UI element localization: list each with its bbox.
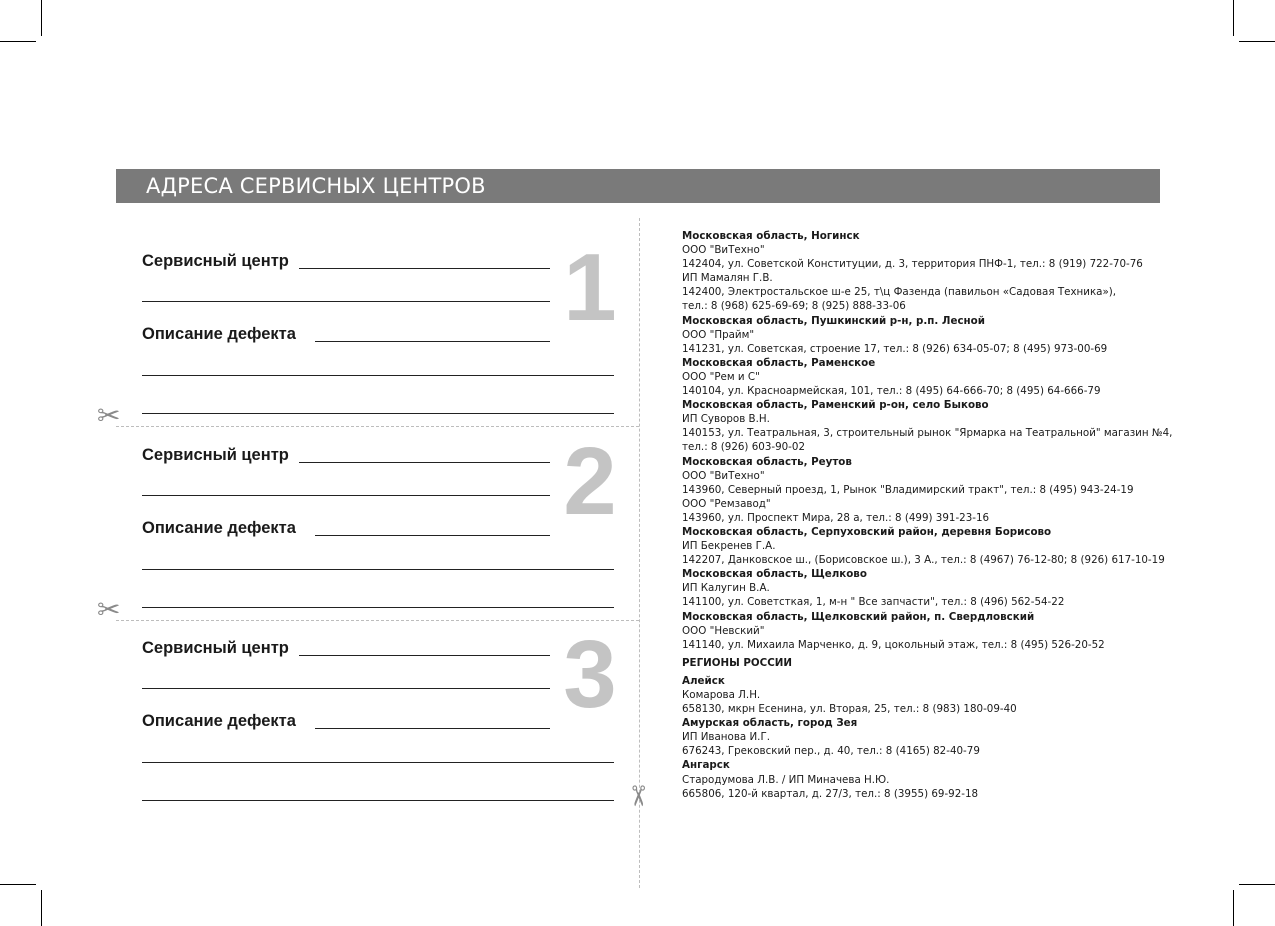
crop-mark-bottom-left-v [41,890,42,926]
region-heading: Московская область, Раменское [682,356,876,369]
address-line: 141140, ул. Михаила Марченко, д. 9, цокольный этаж, тел.: 8 (495) 526-20-52 [682,638,1105,651]
address-line: 143960, ул. Проспект Мира, 28 а, тел.: 8 (499) 391-23-16 [682,511,990,524]
company-name: ИП Калугин В.А. [682,582,770,595]
company-name: ООО "ВиТехно" [682,244,765,257]
address-line: 140104, ул. Красноармейская, 101, тел.: 8 (495) 64-666-70; 8 (495) 64-666-79 [682,385,1101,398]
defect-description-label: Описание дефекта [142,519,296,537]
region-heading: Московская область, Щелково [682,568,867,581]
service-center-field-line-2[interactable] [142,688,550,689]
crop-mark-top-left-v [41,0,42,36]
address-line: тел.: 8 (926) 603-90-02 [682,441,806,454]
service-center-label: Сервисный центр [142,446,289,464]
address-line: 142400, Электростальское ш-е 25, т\ц Фазенда (павильон «Садовая Техника»), [682,286,1117,299]
address-line: 141231, ул. Советская, строение 17, тел.: 8 (926) 634-05-07; 8 (495) 973-00-69 [682,342,1108,355]
defect-description-label: Описание дефекта [142,712,296,730]
region-heading: Московская область, Пушкинский р-н, р.п. Лесной [682,314,985,327]
defect-description-line-3[interactable] [142,607,614,608]
company-name: ИП Иванова И.Г. [682,731,771,744]
defect-description-label: Описание дефекта [142,325,296,343]
region-heading: Московская область, Серпуховский район, деревня Борисово [682,525,1052,538]
card-number: 3 [563,621,617,728]
service-card-2 [0,428,639,628]
service-center-label: Сервисный центр [142,252,289,270]
crop-mark-bottom-left-h [0,884,36,885]
region-heading: Московская область, Реутов [682,455,852,468]
defect-description-line-2[interactable] [142,762,614,763]
company-name: ИП Мамалян Г.В. [682,272,773,285]
crop-mark-bottom-right-h [1239,884,1275,885]
address-line: 140153, ул. Театральная, 3, строительный рынок "Ярмарка на Театральной" магазин №4, [682,427,1173,440]
address-line: 142207, Данковское ш., (Борисовское ш.), 3 А., тел.: 8 (4967) 76-12-80; 8 (926) 617-10-19 [682,554,1165,567]
address-line: тел.: 8 (968) 625-69-69; 8 (925) 888-33-06 [682,300,906,313]
city-heading: Амурская область, город Зея [682,717,858,730]
service-center-field-line-2[interactable] [142,301,550,302]
crop-mark-top-right-h [1239,41,1275,42]
scissors-icon: ✂ [97,593,121,626]
company-name: ООО "ВиТехно" [682,469,765,482]
company-name: ИП Бекренев Г.А. [682,540,776,553]
defect-description-line-2[interactable] [142,569,614,570]
region-heading: Московская область, Щелковский район, п. Свердловский [682,610,1035,623]
service-center-field[interactable] [299,268,550,269]
company-name: Комарова Л.Н. [682,689,761,701]
address-line: 658130, мкрн Есенина, ул. Вторая, 25, тел.: 8 (983) 180-09-40 [682,703,1017,716]
crop-mark-bottom-right-v [1233,890,1234,926]
company-name: ООО "Невский" [682,624,765,637]
address-line: 676243, Грековский пер., д. 40, тел.: 8 (4165) 82-40-79 [682,745,980,758]
company-name: ООО "Ремзавод" [682,497,771,510]
defect-description-line-2[interactable] [142,375,614,376]
company-name: ООО "Прайм" [682,328,755,341]
city-heading: Ангарск [682,759,730,772]
card-number: 2 [563,428,617,535]
company-name: ИП Суворов В.Н. [682,413,770,426]
defect-description-field[interactable] [315,341,550,342]
regions-heading: РЕГИОНЫ РОССИИ [682,656,793,669]
crop-mark-top-left-h [0,41,36,42]
address-line: 665806, 120-й квартал, д. 27/3, тел.: 8 (3955) 69-92-18 [682,787,979,800]
address-line: 141100, ул. Советсткая, 1, м-н " Все запчасти", тел.: 8 (496) 562-54-22 [682,596,1065,609]
defect-description-line-3[interactable] [142,800,614,801]
service-card-3 [0,621,639,821]
address-line: 143960, Северный проезд, 1, Рынок "Владимирский тракт", тел.: 8 (495) 943-24-19 [682,483,1134,496]
service-center-label: Сервисный центр [142,639,289,657]
scissors-icon: ✂ [97,399,121,432]
service-address-list [682,229,1173,801]
card-number: 1 [563,234,617,341]
city-heading: Алейск [682,674,725,687]
scissors-icon: ✂ [621,784,655,808]
company-name: Стародумова Л.В. / ИП Миначева Н.Ю. [682,773,890,786]
address-line: 142404, ул. Советской Конституции, д. 3, территория ПНФ-1, тел.: 8 (919) 722-70-76 [682,258,1143,271]
service-center-field[interactable] [299,462,550,463]
service-card-1 [0,234,639,434]
defect-description-line-3[interactable] [142,413,614,414]
defect-description-field[interactable] [315,535,550,536]
title-banner [116,169,1160,203]
service-center-field-line-2[interactable] [142,495,550,496]
defect-description-field[interactable] [315,728,550,729]
region-heading: Московская область, Ногинск [682,230,860,242]
page-title: АДРЕСА СЕРВИСНЫХ ЦЕНТРОВ [146,174,486,198]
region-heading: Московская область, Раменский р-он, село Быково [682,399,989,412]
company-name: ООО "Рем и С" [682,370,760,383]
crop-mark-top-right-v [1233,0,1234,36]
service-center-field[interactable] [299,655,550,656]
